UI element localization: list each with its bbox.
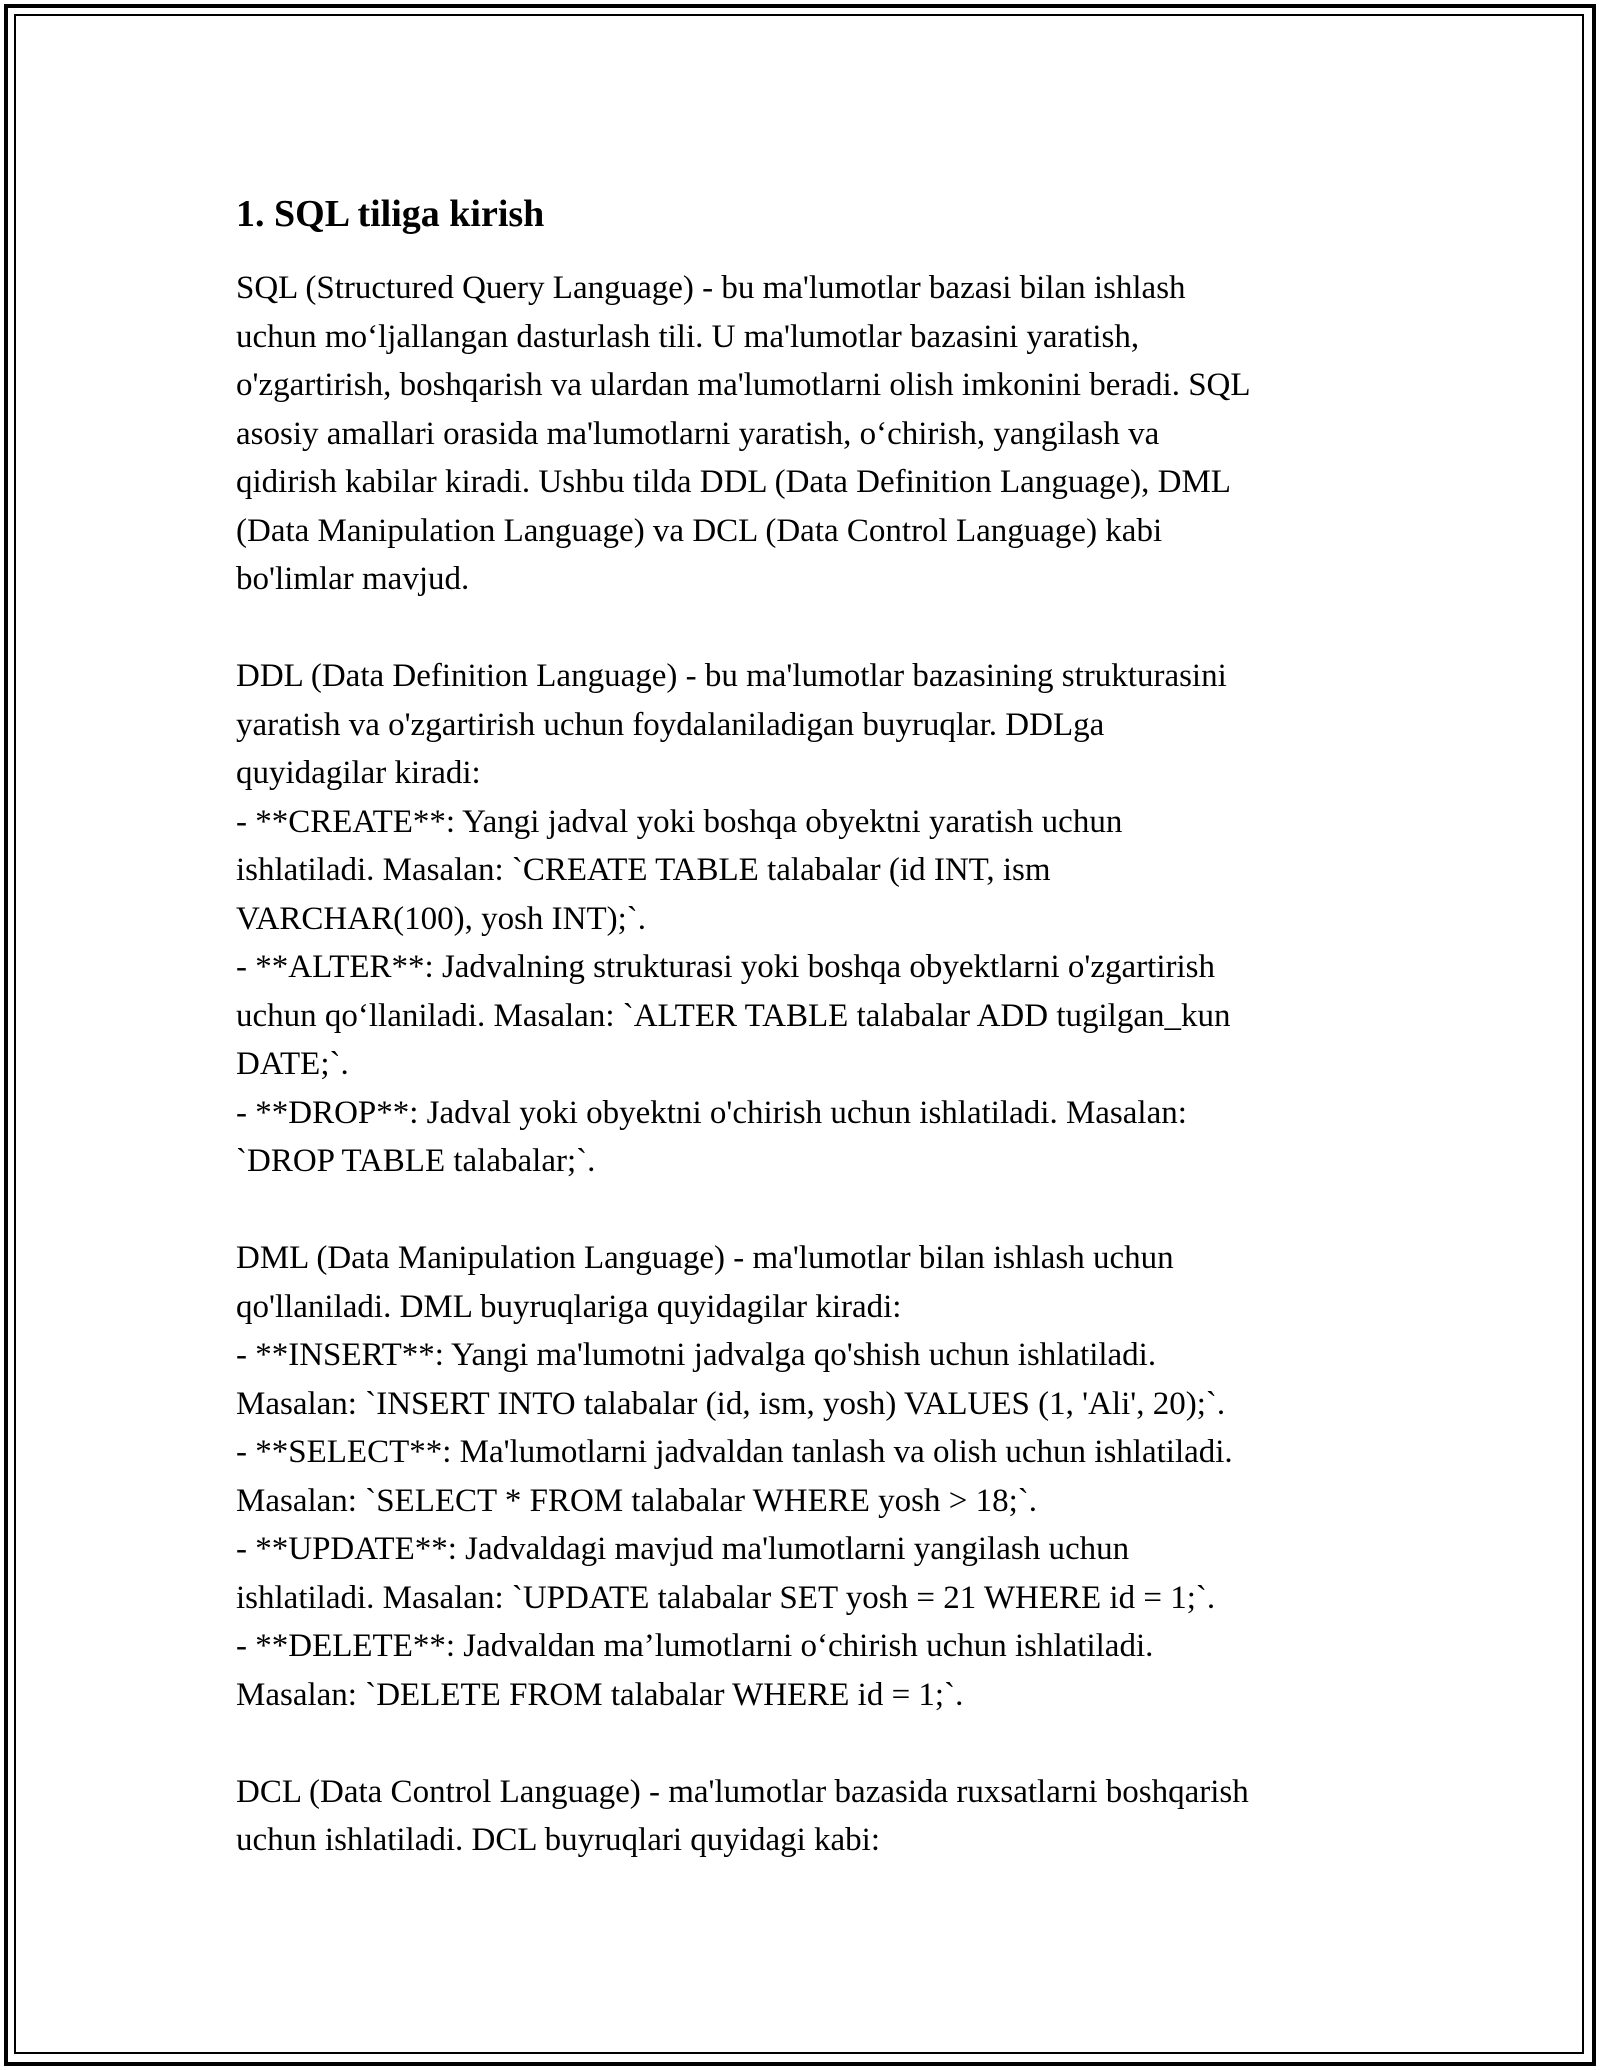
text-line: quyidagilar kiradi: bbox=[236, 755, 481, 791]
text-line: (Data Manipulation Language) va DCL (Data Control Language) kabi bbox=[236, 512, 1163, 549]
text-line: - **SELECT**: Ma'lumotlarni jadvaldan tanlash va olish uchun ishlatiladi. bbox=[236, 1434, 1233, 1470]
paragraph bbox=[236, 1234, 1376, 1719]
text-line: DCL (Data Control Language) - ma'lumotlar bazasida ruxsatlarni boshqarish bbox=[236, 1773, 1249, 1810]
text-line: ishlatiladi. Masalan: `UPDATE talabalar SET yosh = 21 WHERE id = 1;`. bbox=[236, 1579, 1216, 1616]
text-line: qo'llaniladi. DML buyruqlariga quyidagilar kiradi: bbox=[236, 1288, 902, 1325]
paragraph bbox=[236, 652, 1376, 1186]
text-line: - **ALTER**: Jadvalning strukturasi yoki boshqa obyektlarni o'zgartirish bbox=[236, 949, 1215, 985]
text-line: VARCHAR(100), yosh INT);`. bbox=[236, 900, 647, 937]
text-line: Masalan: `SELECT * FROM talabalar WHERE yosh > 18;`. bbox=[236, 1482, 1038, 1519]
text-line: Masalan: `INSERT INTO talabalar (id, ism, yosh) VALUES (1, 'Ali', 20);`. bbox=[236, 1385, 1226, 1422]
text-line: uchun ishlatiladi. DCL buyruqlari quyidagi kabi: bbox=[236, 1822, 880, 1858]
text-line: ishlatiladi. Masalan: `CREATE TABLE talabalar (id INT, ism bbox=[236, 852, 1051, 888]
text-line: qidirish kabilar kiradi. Ushbu tilda DDL (Data Definition Language), DML bbox=[236, 464, 1231, 500]
paragraph bbox=[236, 1768, 1376, 1865]
paragraph bbox=[236, 264, 1376, 604]
text-line: - **CREATE**: Yangi jadval yoki boshqa obyektni yaratish uchun bbox=[236, 803, 1123, 840]
text-line: Masalan: `DELETE FROM talabalar WHERE id = 1;`. bbox=[236, 1676, 964, 1713]
text-line: `DROP TABLE talabalar;`. bbox=[236, 1143, 596, 1179]
text-line: DATE;`. bbox=[236, 1046, 349, 1082]
text-line: yaratish va o'zgartirish uchun foydalaniladigan buyruqlar. DDLga bbox=[236, 706, 1105, 743]
text-line: uchun qo‘llaniladi. Masalan: `ALTER TABLE talabalar ADD tugilgan_kun bbox=[236, 997, 1231, 1034]
text-line: SQL (Structured Query Language) - bu ma'lumotlar bazasi bilan ishlash bbox=[236, 270, 1186, 306]
text-line: DDL (Data Definition Language) - bu ma'lumotlar bazasining strukturasini bbox=[236, 658, 1227, 694]
text-line: - **INSERT**: Yangi ma'lumotni jadvalga qo'shish uchun ishlatiladi. bbox=[236, 1337, 1157, 1373]
text-line: DML (Data Manipulation Language) - ma'lumotlar bilan ishlash uchun bbox=[236, 1240, 1174, 1276]
document-body bbox=[236, 188, 1376, 1913]
text-line: o'zgartirish, boshqarish va ulardan ma'lumotlarni olish imkonini beradi. SQL bbox=[236, 367, 1251, 403]
text-line: asosiy amallari orasida ma'lumotlarni yaratish, o‘chirish, yangilash va bbox=[236, 415, 1160, 452]
text-line: - **DROP**: Jadval yoki obyektni o'chirish uchun ishlatiladi. Masalan: bbox=[236, 1094, 1187, 1131]
text-line: - **DELETE**: Jadvaldan ma’lumotlarni o‘chirish uchun ishlatiladi. bbox=[236, 1628, 1154, 1664]
text-line: bo'limlar mavjud. bbox=[236, 561, 470, 597]
section-heading: 1. SQL tiliga kirish bbox=[236, 193, 545, 235]
text-line: uchun mo‘ljallangan dasturlash tili. U ma'lumotlar bazasini yaratish, bbox=[236, 318, 1140, 355]
text-line: - **UPDATE**: Jadvaldagi mavjud ma'lumotlarni yangilash uchun bbox=[236, 1531, 1130, 1567]
paragraph-list bbox=[236, 264, 1376, 1865]
